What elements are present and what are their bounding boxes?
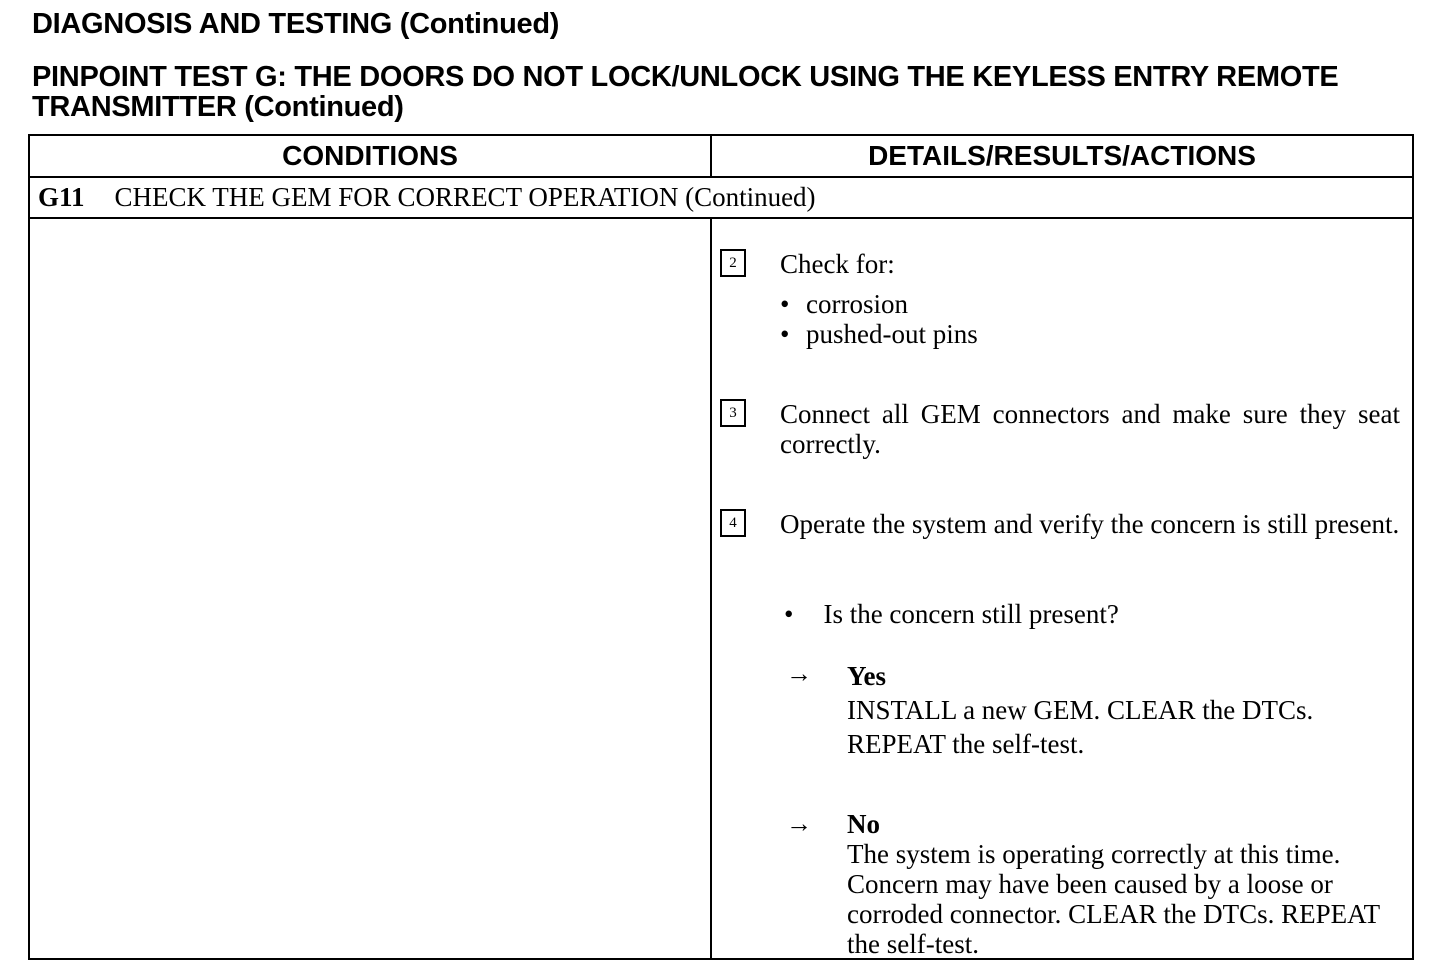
details-header: DETAILS/RESULTS/ACTIONS [712, 136, 1412, 178]
item-text: Operate the system and verify the concern is still present. [780, 509, 1400, 539]
step-number-box: 3 [720, 399, 746, 427]
step-id: G11 [38, 182, 85, 212]
item-text: Check for: [780, 249, 895, 279]
answer-label: No [847, 809, 880, 839]
answer-text: INSTALL a new GEM. CLEAR the DTCs. REPEAT the self-test. [847, 695, 1314, 759]
arrow-right-icon: → [786, 809, 812, 838]
step-number-box: 4 [720, 509, 746, 537]
answer-yes [847, 659, 1407, 761]
step-title: CHECK THE GEM FOR CORRECT OPERATION (Continued) [114, 182, 816, 212]
conditions-header: CONDITIONS [30, 136, 712, 178]
answer-no [847, 809, 1387, 959]
pinpoint-test-table [28, 134, 1414, 960]
check-list [780, 289, 978, 349]
step-number-box: 2 [720, 249, 746, 277]
list-item: • corrosion [780, 289, 978, 319]
page-heading: DIAGNOSIS AND TESTING (Continued) [32, 8, 560, 40]
details-cell [712, 219, 1412, 960]
bullet-icon: • [784, 599, 794, 629]
list-item: • pushed-out pins [780, 319, 978, 349]
answer-text: The system is operating correctly at this time. Concern may have been caused by a loose or corroded connector. CLEAR the DTCs. REPEAT the self-test. [847, 839, 1380, 959]
question-text: Is the concern still present? [823, 599, 1119, 629]
arrow-right-icon: → [786, 659, 812, 688]
pinpoint-test-title: PINPOINT TEST G: THE DOORS DO NOT LOCK/UNLOCK USING THE KEYLESS ENTRY REMOTE TRANSMITTER (Continued) [32, 61, 1339, 123]
question [784, 599, 1119, 629]
answer-label: Yes [847, 661, 886, 691]
step-row [30, 178, 1412, 219]
item-text: Connect all GEM connectors and make sure they seat correctly. [780, 399, 1400, 459]
